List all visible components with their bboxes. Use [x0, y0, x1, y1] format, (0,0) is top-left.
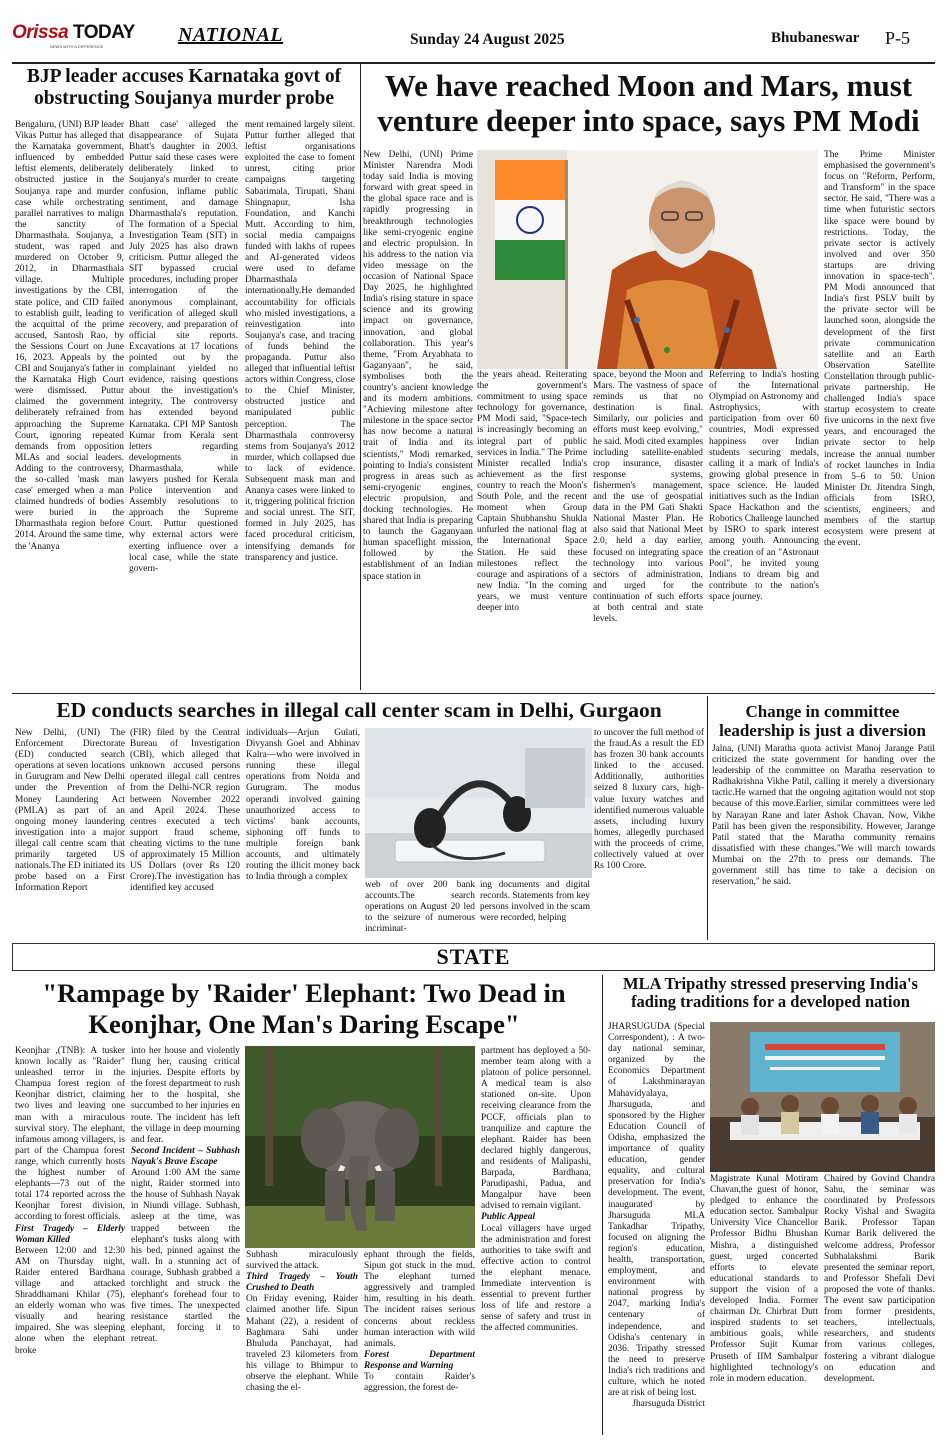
subhead-public-appeal: Public Appeal: [481, 1212, 536, 1223]
pm-modi-photo: [477, 150, 818, 369]
state-section-label: STATE: [12, 943, 935, 971]
article-body-mla-col3: Chaired by Govind Chandra Sahu, the seminar was coordinated by Professors Rocky Vishal and Swagita Barik. Professor Tapan Kumar Barik delivered the welcome address, Professor Subhalakshmi Barik presented the seminar report, and Professor Shefali Devi proposed the vote of thanks. The event saw participation from former presidents, teachers, intellectuals, researchers, and students from various colleges, fostering a vibrant dialogue on education and development.: [824, 1174, 935, 1384]
page-number: P-5: [885, 28, 911, 48]
article-body-ed-col3: individuals—Arjun Gulati, Divyansh Goel and Abhinav Kalra—who were involved in running these illegal operations from Noida and Gurugram. The modus operandi involved gaining unauthorized access to victims' bank accounts, siphoning off funds to multiple foreign bank accounts, and ultimately routing the illicit money back to India through a complex: [246, 728, 360, 883]
subhead-third-tragedy: Third Tragedy – Youth Crushed to Death: [246, 1272, 358, 1294]
para-mla-col1: JHARSUGUDA (Special Correspondent), : A two-day national seminar, organized by the Economics Department of Lakshminarayan Mahavidyalaya, Jharsuguda, and sponsored by the Higher Education Council of Odisha, emphasized the importance of quality education, gender equality, and cultural preservation for India's development. The event, inaugurated by Jharsuguda MLA Tankadhar Tripathy, focused on aligning the region's education, health, transportation, employment, and environment with national progress by 2047, marking India's centenary of independence, and Odisha's centenary in 2036. Tripathy stressed the need to preserve India's rich traditions and culture, which he noted are at risk of being lost.: [608, 1022, 705, 1399]
article-body-elephant-col4: [364, 1250, 475, 1430]
article-body-ed-col6: to uncover the full method of the fraud.As a result the ED has frozen 30 bank accounts linked to the accused. Additionally, authorities seized 8 luxury cars, high-value luxury watches and identified numerous valuable assets, including luxury homes, allegedly purchased with the proceeds of crime, collectively valued at over Rs 100 Crore.: [594, 728, 704, 872]
logo-tagline: NEWS WITH A DIFFERENCE: [50, 44, 104, 49]
section-name: NATIONAL: [178, 24, 284, 46]
para-col5: partment has deployed a 50-member team along with a platoon of police personnel. A medical team is also stationed on-site. Upon receiving clearance from the PCCF, officials plan to tranquilize and capture the elephant. Raider has been declared highly dangerous, and residents of Malipashi, Barpada, Bardhana, Parudipashi, Padua, and Mangalpur have been advised to remain vigilant.: [481, 1046, 591, 1212]
article-headline-modi: We have reached Moon and Mars, must venture deeper into space, says PM Modi: [377, 68, 920, 139]
column-divider: [707, 696, 708, 940]
subhead-forest-response: Forest Department Response and Warning: [364, 1349, 475, 1371]
subhead-first-tragedy: First Tragedy – Elderly Woman Killed: [15, 1223, 125, 1245]
article-body-elephant-col1: [15, 1046, 125, 1430]
newspaper-logo: Orissa TODAY: [12, 22, 135, 43]
subhead-second-incident: Second Incident – Subhash Nayak's Brave Escape: [131, 1145, 240, 1167]
section-rule: [12, 693, 935, 694]
article-body-bjp-col3: ment remained largely silent. Puttur further alleged that leftist organisations exploited the case to foment unrest, citing prior campaigns targeting Sabarimala, Tirupati, Shani Shingnapur, Isha Foundation, and Kanchi Mutt. According to him, social media campaigns funded with lakhs of rupees and AI-generated videos were used to defame Dharmasthala internationally.He demanded accountability for officials who misled investigations, a reinvestigation into Soujanya's case, and tracing of funds behind the propaganda. Puttur also alleged that influential leftist actors within Congress, close to the Chief Minister, obstructed justice and manipulated public perception. The Dharmasthala controversy stems from Soujanya's 2012 murder, which collapsed due to lack of evidence. Subsequent mask man and Ananya cases were linked to it, triggering political friction and social unrest. The SIT, formed in July 2025, has faced procedural criticism, intensifying demands for transparency and justice.: [245, 120, 355, 563]
article-body-elephant-col2: [131, 1046, 240, 1430]
article-body-bjp-col1: Bengaluru, (UNI) BJP leader Vikas Puttur has alleged that the Karnataka government, influenced by embedded leftist elements, deliberately obstructed justice in the Soujanya rape and murder case while orchestrating parallel narratives to malign the sanctity of Dharmasthala. Soujanya, a student, was raped and murdered on October 9, 2012, in Dharmasthala village. Multiple investigations by the CBI, state police, and CID failed to establish guilt, leading to the acquittal of the prime accused, Santosh Rao, by the Sessions Court on June 16, 2023. Appeals by the CBI and Soujanya's father in the Karnataka High Court were dismissed. Puttur claimed the government deliberately refrained from approaching the Supreme Court, ignoring repeated demands from opposition MLAs and social leaders. Adding to the controversy, the so-called 'mask man case' emerged when a man claimed hundreds of bodies were buried in the Dharmasthala region before 2014. Around the same time, the 'Ananya: [15, 120, 124, 552]
article-body-bjp-col2: Bhatt case' alleged the disappearance of Sujata Bhatt's daughter in 2003. Puttur said these cases were deliberately linked to Soujanya's murder to create confusion, inflame public sentiment, and damage Dharmasthala's reputation. The formation of a Special Investigation Team (SIT) in July 2025 has also drawn criticism. Puttur alleged the SIT bypassed crucial procedures, including proper interrogation of the anonymous complainant, verification of alleged skull recovery, and preparation of official site reports. Excavations at 17 locations pointed out by the complainant yielded no evidence, raising questions about the investigation's integrity. The controversy has extended beyond Karnataka. CPI MP Santosh Kumar from Kerala sent letters regarding developments in Dharmasthala, while lawyers pushed for Kerala Police intervention and Assembly resolutions to approach the Supreme Court. Puttur questioned why external actors were exerting influence over a local case, while the state govern-: [129, 120, 238, 574]
article-body-elephant-col5: [481, 1046, 591, 1430]
article-body-ed-col5: ing documents and digital records. Statements from key persons involved in the scam were recorded, helping: [480, 880, 590, 924]
para-public-appeal: Local villagers have urged the administration and forest authorities to take swift and effective action to control the elephant menace. Immediate intervention is essential to prevent further loss of life and restore a sense of safety and trust in the affected communities.: [481, 1223, 591, 1334]
edition-city: Bhubaneswar: [771, 30, 860, 46]
headset-photo-illustration: [365, 728, 592, 878]
issue-date: Sunday 24 August 2025: [410, 31, 565, 48]
article-body-committee: Jalna, (UNI) Maratha quota activist Manoj Jarange Patil criticized the state government for handing over the leadership of the committee on Maratha reservation to Radhakrishna Vikhe Patil, calling it merely a diversionary tactic.He warned that the ongoing agitation would not stop because of this move.Earlier, similar committees were led by Narayan Rane and later Ashok Chavan. Now, Vikhe Patil has been given the responsibility. However, Jarange Patil stated that the Maratha community remains dissatisfied with these changes."We will march towards Mumbai on the 27th to press our demands. The government still has time to take a decision on reservation," he said.: [712, 744, 935, 888]
seminar-photo: [710, 1022, 935, 1172]
para-first-tragedy: Between 12:00 and 12:30 AM on Thursday night, Raider entered Bardhana village and attacked Shraddhamani Khilar (75), an elderly woman who was visually and hearing impaired. She was sleeping alone when the elephant broke: [15, 1245, 125, 1356]
para-col3: Subhash miraculously survived the attack.: [246, 1250, 358, 1272]
article-body-mla-col2: Magistrate Kunal Motiram Chavan,the guest of honor, pledged to enhance the education sector. Sambalpur University Vice Chancellor Professor Bidhu Bhushan Mishra, a distinguished guest, urged concerted efforts to elevate educational standards to support the vision of a developed India. Former chairman Dr. Chirbrat Dutt inspired students to set ambitious goals, while Professor Sujit Kumar Pruseth of IIM Sambalpur highlighted technology's role in modern education.: [710, 1174, 818, 1384]
para-mla-col1-end: Jharsuguda District: [632, 1399, 705, 1410]
elephant-photo-illustration: [245, 1046, 475, 1248]
article-body-ed-col4: web of over 200 bank accounts.The search operations on August 20 led to the seizure of numerous incriminat-: [365, 880, 475, 935]
headset-photo: [365, 728, 592, 878]
column-divider: [360, 64, 361, 690]
article-body-modi-col5: The Prime Minister emphasised the government's focus on "Reform, Perform, and Transform" in the space sector. He said, "There was a time when futuristic sectors like space were bound by restrictions. Today, the private sector is actively involved and over 350 startups are driving innovation in space-tech". PM Modi announced that India's first PSLV built by the private sector will be launched soon, alongside the development of the first private communication satellite and an Earth Observation Satellite Constellation through public-private partnership. He challenged India's space startup ecosystem to create five unicorns in the next five years, and encouraged the private sector to help increase the annual number of rocket launches in India from 5–6 to 50. Union Minister Dr. Jitendra Singh, officials from ISRO, scientists, engineers, and members of the startup ecosystem were present at the event.: [824, 150, 935, 549]
article-body-modi-col4: Referring to India's hosting of the International Olympiad on Astronomy and Astrophysics, with participation from over 60 countries, Modi expressed happiness over Indian students securing medals, calling it a mark of India's growing global presence in space science. He lauded initiatives such as the Indian Space Hackathon and the Robotics Challenge launched by ISRO to spark interest among youth. Announcing the creation of an "Astronaut Pool", he invited young Indians to dream big and contribute to the nation's space journey.: [709, 370, 819, 602]
para-col2: into her house and violently flung her, causing critical injuries. Despite efforts by the forest department to rush her to the hospital, she succumbed to her injuries en route. The incident has left the village in deep mourning and fear.: [131, 1046, 240, 1145]
article-headline-elephant: "Rampage by 'Raider' Elephant: Two Dead in Keonjhar, One Man's Daring Escape": [42, 978, 566, 1039]
article-body-mla-col1: [608, 1022, 705, 1430]
para-forest-response: To contain Raider's aggression, the forest de-: [364, 1372, 475, 1394]
article-headline-committee: Change in committee leadership is just a diversion: [719, 702, 926, 741]
article-body-modi-col2: the years ahead. Reiterating the government's commitment to using space technology for governance, PM Modi said, "Space-tech is increasingly becoming an integral part of public services in India." The Prime Minister recalled India's achievement as the first country to reach the Moon's South Pole, and the recent moment when Group Captain Shubhanshu Shukla unfurled the national flag at the International Space Station. He said these milestones reflect the courage and aspirations of a new India. "In the coming years, we must venture deeper into: [477, 370, 587, 613]
seminar-photo-illustration: [710, 1022, 935, 1172]
article-body-ed-col2: (FIR) filed by the Central Bureau of Investigation (CBI), which alleged that unknown accused persons operated illegal call centres from the Delhi-NCR region between November 2022 and April 2024. These centres executed a tech support fraud scheme, cheating victims to the tune of approximately 15 Million US Dollars (over Rs 120 Crore).The investigation has identified key accused: [130, 728, 240, 894]
masthead-rule: [12, 62, 935, 64]
masthead: [0, 0, 945, 62]
para-third-tragedy: On Friday evening, Raider claimed another life. Sipun Mahant (22), a resident of Baghmara Sahi under Bhuluda Panchayat, had traveled 23 kilometers from his village to Bhimpur to observe the elephant. While chasing the el-: [246, 1294, 358, 1394]
article-headline-bjp: BJP leader accuses Karnataka govt of obstructing Soujanya murder probe: [26, 66, 342, 109]
article-body-elephant-col3: [246, 1250, 358, 1430]
elephant-photo: [245, 1046, 475, 1248]
article-headline-mla: MLA Tripathy stressed preserving India's fading traditions for a developed nation: [623, 974, 918, 1012]
pm-modi-photo-illustration: [477, 150, 818, 369]
article-body-modi-col1: New Delhi, (UNI) Prime Minister Narendra Modi today said India is moving forward with great speed in the global space race and is rapidly progressing in breakthrough technologies like semi-cryogenic engine and electric propulsion. In his address to the nation via video message on the occasion of National Space Day 2025, he highlighted India's rising stature in space science and its growing impact on governance, innovation, and global collaboration. This year's theme, "From Aryabhata to Gaganyaan", he said, symbolises both the country's ancient knowledge and its modern ambitions. "Achieving milestone after milestone in the space sector has now become a natural trait of India and its scientists," Modi remarked, pointing to India's consistent progress in areas such as semi-cryogenic engines, electric propulsion, and docking technologies. He shared that India is preparing to launch the Gaganyaan human spaceflight mission, followed by the establishment of an Indian space station in: [363, 150, 473, 582]
column-divider: [602, 975, 603, 1435]
para-second-incident: Around 1:00 AM the same night, Raider stormed into the house of Subhash Nayak in Niundi village. Subhash, asleep at the time, was trapped between the elephant's tusks along with his bed, pinned against the wall. In a stunning act of courage, Subhash grabbed a torchlight and struck the elephant's forehead four to five times. The unexpected resistance startled the elephant, forcing it to retreat.: [131, 1168, 240, 1345]
article-headline-ed: ED conducts searches in illegal call center scam in Delhi, Gurgaon: [56, 698, 662, 722]
article-body-modi-col3: space, beyond the Moon and Mars. The vastness of space reminds us that no destination is final. Similarly, our policies and efforts must keep evolving," he said. Modi cited examples including satellite-enabled crop insurance, disaster response systems, fishermen's management, and the use of geospatial data in the PM Gati Shakti National Master Plan. He also said that National Meet 2.0, held a day earlier, focused on integrating space technology into various sectors of administration, and urged for the continuation of such efforts at both central and state levels.: [593, 370, 703, 625]
para-intro: Keonjhar ,(TNB): A tusker known locally as "Raider" unleashed terror in the Champua forest region of Keonjhar district, claiming two lives and leaving one man with a miraculous survival story. The elephant, infamous among villagers, is part of the Champua forest range, which currently hosts the highest number of elephants—73 out of the total 174 reported across the Keonjhar forest division, according to forest officials.: [15, 1046, 125, 1223]
para-col4: ephant through the fields, Sipun got stuck in the mud. The elephant turned aggressively and trampled him, resulting in his death. The incident raises serious concerns about reckless human interaction with wild animals.: [364, 1250, 475, 1349]
article-body-ed-col1: New Delhi, (UNI) The Enforcement Directorate (ED) conducted search operations at seven locations in Gurugram and New Delhi under the Prevention of Money Laundering Act (PMLA) as part of an ongoing money laundering investigation into a major illegal call centre scam that primarily targeted US nationals.The ED initiated its probe based on a First Information Report: [15, 728, 125, 894]
